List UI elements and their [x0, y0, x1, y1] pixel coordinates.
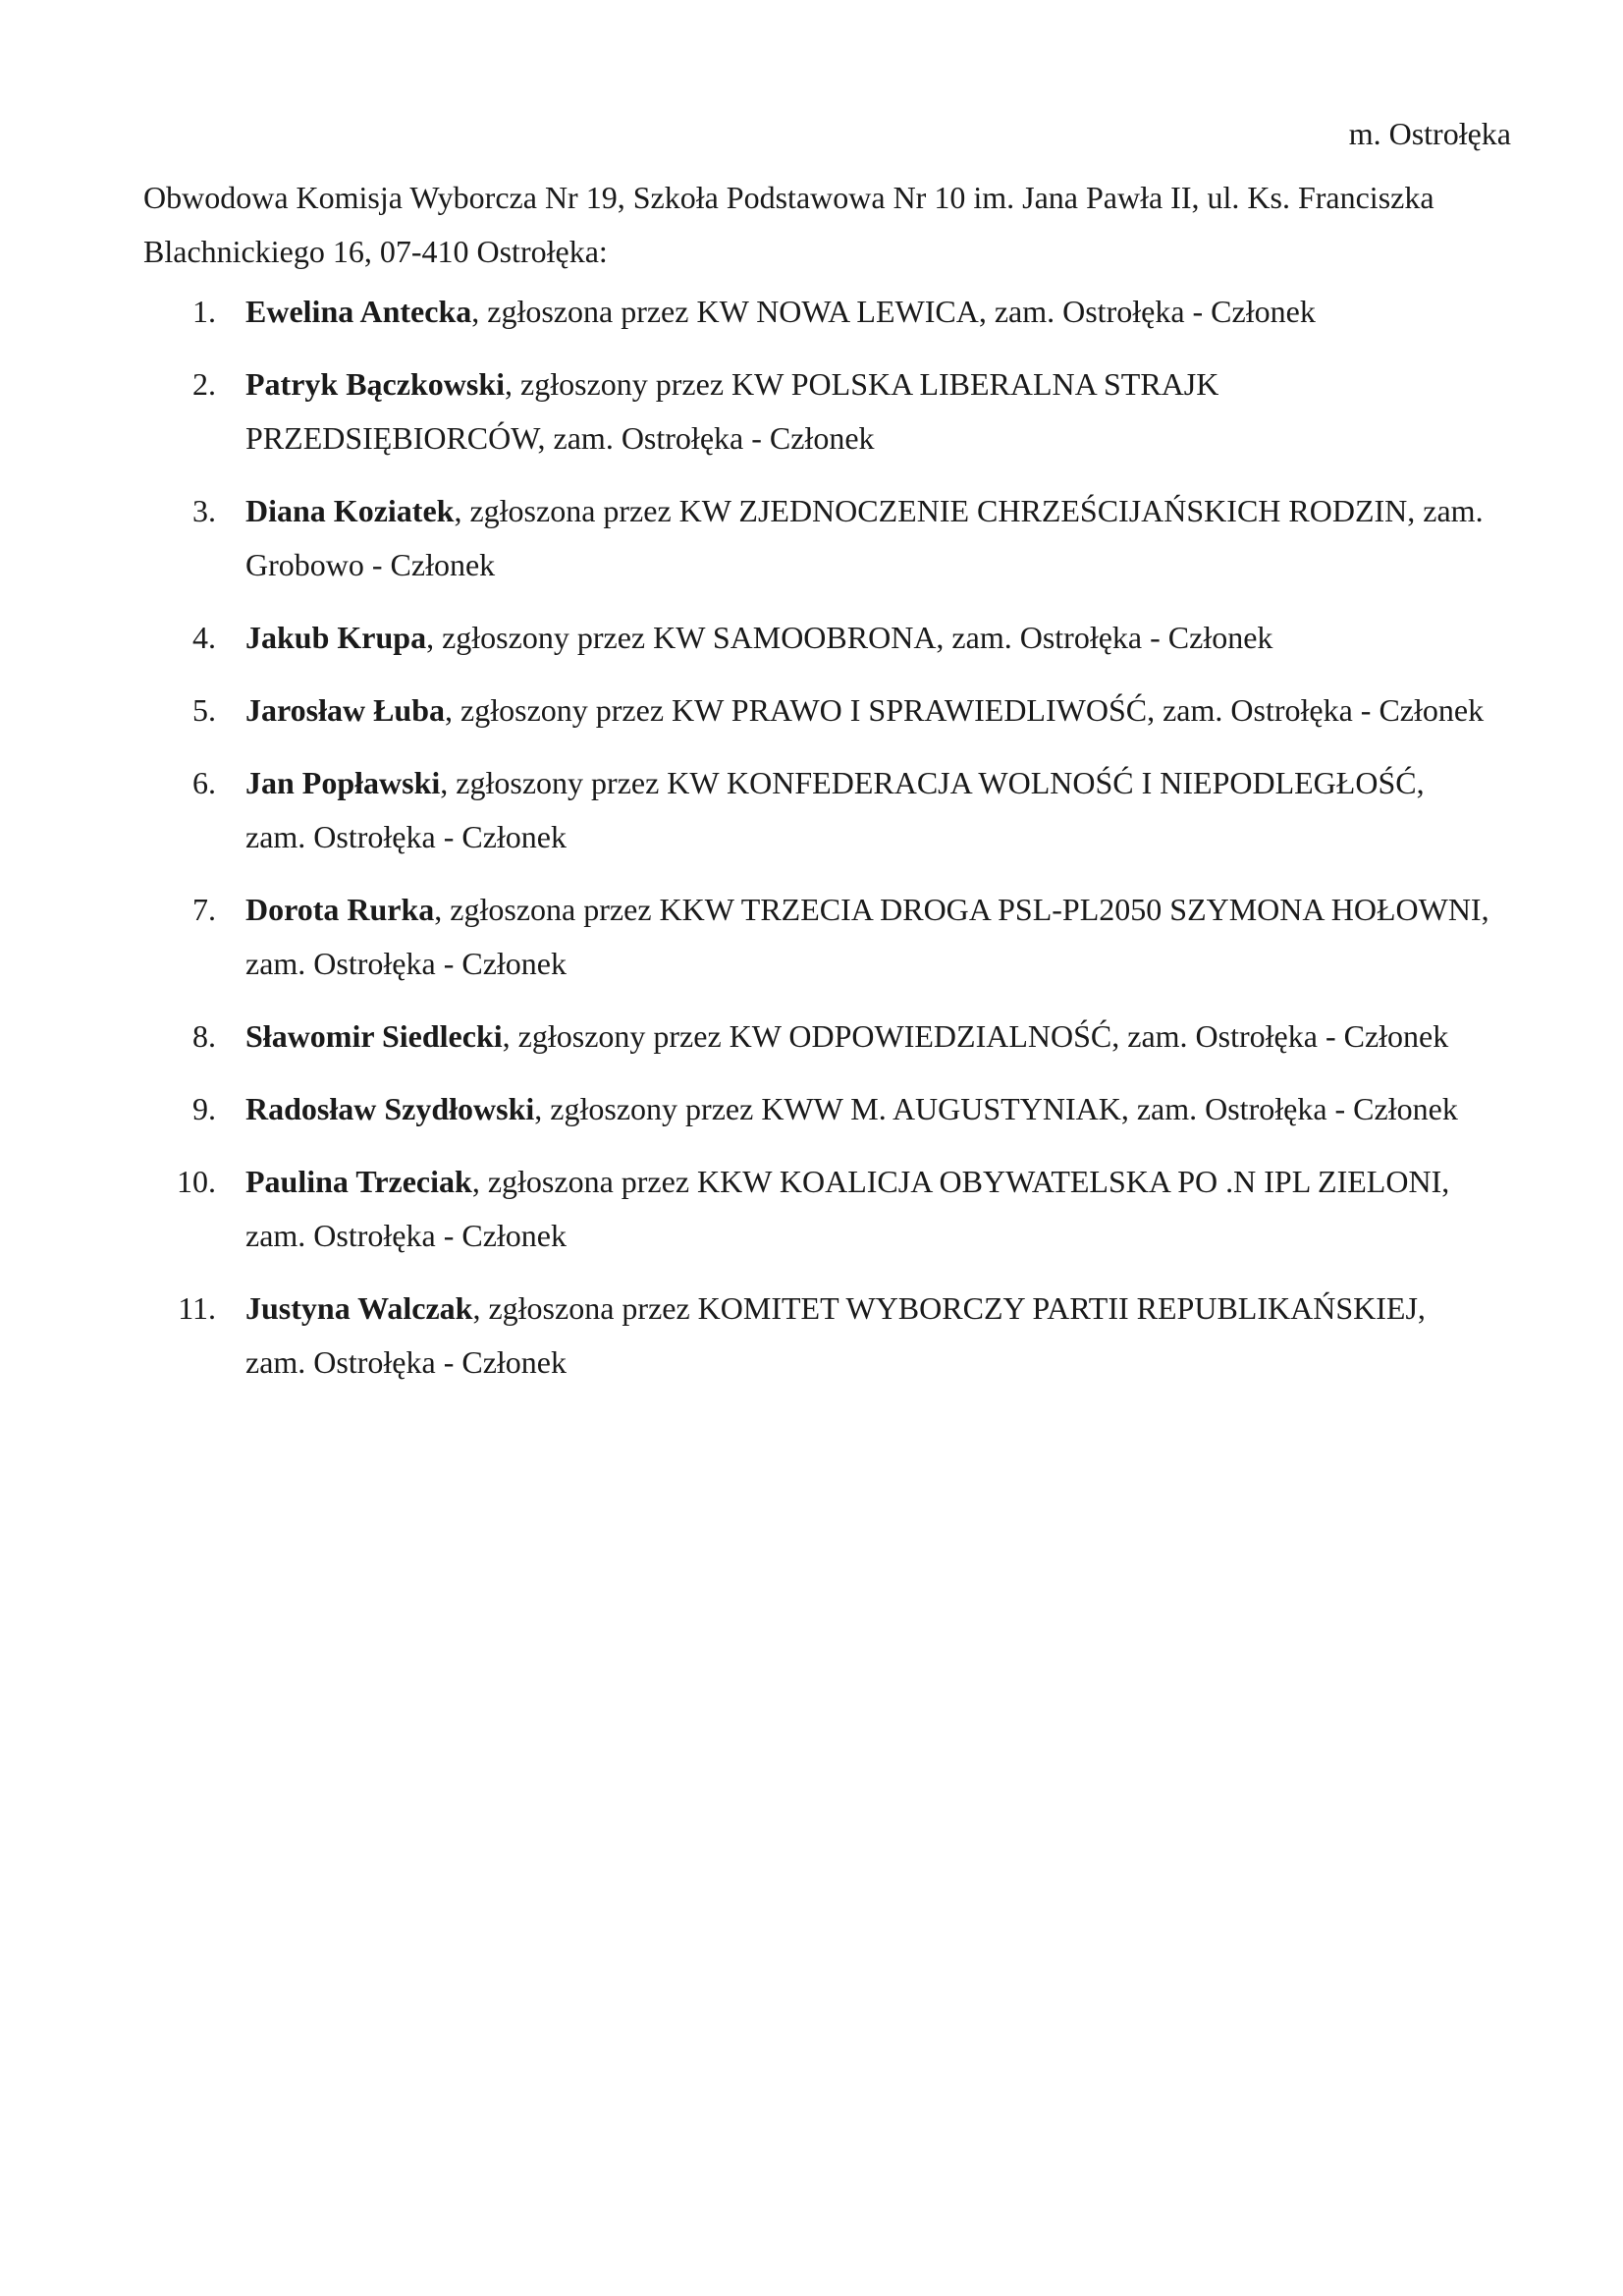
member-number: 6. [192, 765, 216, 800]
member-details: , zgłoszona przez KW ZJEDNOCZENIE CHRZEŚCIJAŃSKICH RODZIN, zam. Grobowo - Członek [245, 493, 1484, 582]
member-item [175, 883, 1490, 991]
member-details: , zgłoszona przez KKW TRZECIA DROGA PSL-PL2050 SZYMONA HOŁOWNI, zam. Ostrołęka - Członek [245, 892, 1489, 981]
member-item [175, 1010, 1490, 1064]
member-details: , zgłoszona przez KKW KOALICJA OBYWATELSKA PO .N IPL ZIELONI, zam. Ostrołęka - Członek [245, 1164, 1450, 1253]
member-details: , zgłoszona przez KW NOWA LEWICA, zam. Ostrołęka - Członek [471, 294, 1316, 329]
member-text [245, 1082, 1490, 1136]
member-item [175, 484, 1490, 592]
member-name: Patryk Bączkowski [245, 366, 505, 402]
member-text [245, 883, 1490, 991]
member-number: 11. [178, 1290, 216, 1326]
member-text [245, 1010, 1490, 1064]
member-text [245, 484, 1490, 592]
member-number: 4. [192, 620, 216, 655]
member-item [175, 683, 1490, 738]
member-name: Ewelina Antecka [245, 294, 472, 329]
member-details: , zgłoszony przez KW KONFEDERACJA WOLNOŚĆ I NIEPODLEGŁOŚĆ, zam. Ostrołęka - Członek [245, 765, 1425, 854]
member-number: 1. [192, 294, 216, 329]
member-number: 7. [192, 892, 216, 927]
member-text [245, 683, 1490, 738]
member-name: Jarosław Łuba [245, 692, 446, 728]
member-name: Jakub Krupa [245, 620, 427, 655]
member-name: Dorota Rurka [245, 892, 435, 927]
member-item [175, 1282, 1490, 1390]
member-text [245, 1282, 1490, 1390]
locality-header: m. Ostrołęka [1348, 116, 1511, 151]
member-name: Diana Koziatek [245, 493, 455, 528]
member-item [175, 756, 1490, 864]
member-number: 8. [192, 1018, 216, 1054]
commission-heading: Obwodowa Komisja Wyborcza Nr 19, Szkoła Podstawowa Nr 10 im. Jana Pawła II, ul. Ks. Franciszka Blachnickiego 16, 07-410 Ostrołęka: [143, 180, 1434, 269]
member-number: 5. [192, 692, 216, 728]
member-name: Justyna Walczak [245, 1290, 473, 1326]
member-list [175, 285, 1490, 1408]
member-text [245, 285, 1490, 339]
member-number: 10. [177, 1164, 216, 1199]
member-item [175, 285, 1490, 339]
member-text [245, 357, 1490, 465]
member-name: Paulina Trzeciak [245, 1164, 472, 1199]
member-number: 9. [192, 1091, 216, 1126]
member-name: Jan Popławski [245, 765, 441, 800]
member-details: , zgłoszony przez KW ODPOWIEDZIALNOŚĆ, zam. Ostrołęka - Członek [502, 1018, 1449, 1054]
member-item [175, 611, 1490, 665]
member-item [175, 1082, 1490, 1136]
member-details: , zgłoszony przez KW POLSKA LIBERALNA STRAJK PRZEDSIĘBIORCÓW, zam. Ostrołęka - Członek [245, 366, 1219, 456]
member-item [175, 1155, 1490, 1263]
member-details: , zgłoszona przez KOMITET WYBORCZY PARTII REPUBLIKAŃSKIEJ, zam. Ostrołęka - Członek [245, 1290, 1426, 1380]
member-details: , zgłoszony przez KW SAMOOBRONA, zam. Ostrołęka - Członek [426, 620, 1273, 655]
member-text [245, 611, 1490, 665]
member-text [245, 1155, 1490, 1263]
member-name: Sławomir Siedlecki [245, 1018, 503, 1054]
member-name: Radosław Szydłowski [245, 1091, 535, 1126]
member-item [175, 357, 1490, 465]
member-details: , zgłoszony przez KWW M. AUGUSTYNIAK, zam. Ostrołęka - Członek [534, 1091, 1458, 1126]
member-details: , zgłoszony przez KW PRAWO I SPRAWIEDLIWOŚĆ, zam. Ostrołęka - Członek [445, 692, 1485, 728]
member-text [245, 756, 1490, 864]
member-number: 2. [192, 366, 216, 402]
member-number: 3. [192, 493, 216, 528]
